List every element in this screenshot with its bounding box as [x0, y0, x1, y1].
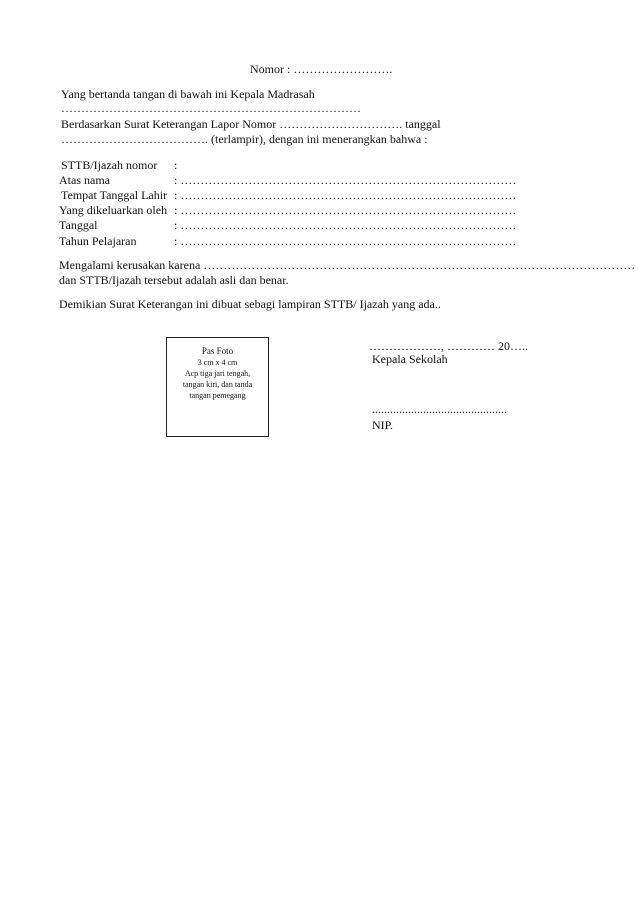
nomor-line: Nomor : ……………………. — [250, 62, 393, 76]
photo-caption-size: 3 cm x 4 cm — [197, 358, 238, 367]
field-label: Tahun Pelajaran — [59, 234, 137, 248]
field-tanggal — [59, 218, 516, 232]
signature-line: ............................................. — [372, 402, 507, 416]
field-label: Atas nama — [59, 173, 110, 187]
field-sttb-nomor — [59, 158, 177, 172]
field-label: Tanggal — [59, 218, 98, 232]
signature-date: ………………, ………… 20….. — [369, 339, 528, 353]
field-value: : ………………………………………………………………………… — [174, 234, 517, 248]
photo-placeholder-box — [166, 337, 269, 437]
field-tahun-pelajaran — [59, 234, 516, 248]
keaslian-line: dan STTB/Ijazah tersebut adalah asli dan benar. — [59, 273, 289, 287]
field-dikeluarkan-oleh — [59, 203, 516, 217]
kerusakan-line: Mengalami kerusakan karena ……………………………………………………………………………………………… — [59, 258, 636, 272]
field-label: STTB/Ijazah nomor — [61, 158, 158, 172]
signature-nip: NIP. — [372, 418, 394, 432]
field-value: : ………………………………………………………………………… — [174, 203, 517, 217]
signature-title: Kepala Sekolah — [372, 352, 448, 366]
field-value: : — [174, 158, 178, 172]
intro-line-3: Berdasarkan Surat Keterangan Lapor Nomor …………………………. tanggal — [61, 117, 441, 131]
intro-line-1: Yang bertanda tangan di bawah ini Kepala Madrasah — [61, 87, 315, 101]
photo-caption-instruction-3: tangan pemegang — [189, 391, 246, 400]
photo-caption-instruction-1: Acp tiga jari tengah, — [184, 369, 251, 378]
field-value: : ………………………………………………………………………… — [174, 188, 517, 202]
photo-caption-instruction-2: tangan kiri, dan tanda — [182, 380, 253, 389]
intro-line-4: ………………………………. (terlampir), dengan ini menerangkan bahwa : — [61, 132, 428, 146]
field-label: Tempat Tanggal Lahir — [61, 188, 168, 202]
field-value: : ………………………………………………………………………… — [174, 173, 517, 187]
closing-statement: Demikian Surat Keterangan ini dibuat sebagi lampiran STTB/ Ijazah yang ada.. — [59, 297, 441, 311]
field-tempat-tanggal-lahir — [59, 188, 516, 202]
field-label: Yang dikeluarkan oleh — [59, 203, 168, 217]
intro-line-2: ………………………………………………………………… — [61, 101, 361, 115]
photo-caption-title: Pas Foto — [201, 346, 234, 356]
field-value: : ………………………………………………………………………… — [174, 218, 517, 232]
field-atas-nama — [59, 173, 516, 187]
